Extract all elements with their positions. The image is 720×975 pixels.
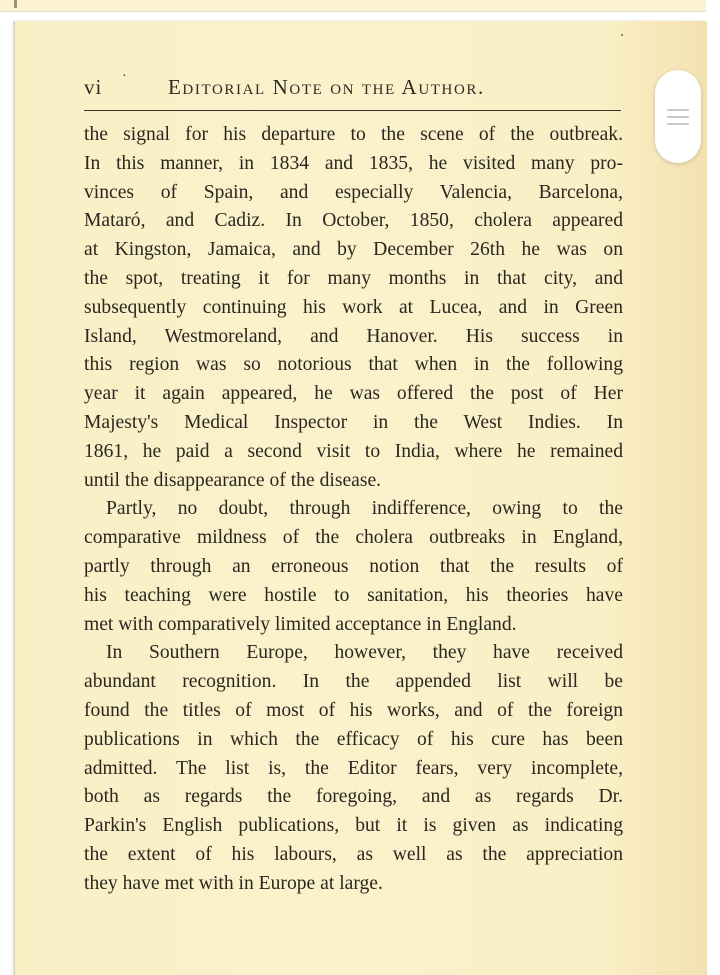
text-line: both as regards the foregoing, and as regards Dr. [84,786,623,808]
text-line: vinces of Spain, and especially Valencia, Barcelona, [84,181,623,203]
folio-dot: · [122,69,127,84]
text-line: the spot, treating it for many months in that city, and [84,267,623,289]
hamburger-menu-icon [667,109,689,125]
text-line: until the disappearance of the disease. [84,469,382,491]
text-line: at Kingston, Jamaica, and by December 26th he was on [84,239,623,261]
page-title: Editorial Note on the Author. [168,75,485,99]
text-line: 1861, he paid a second visit to India, where he remained [84,440,623,462]
text-line: they have met with in Europe at large. [84,872,383,894]
text-line: partly through an erroneous notion that the results of [84,555,623,577]
text-line: his teaching were hostile to sanitation, his theories have [84,584,623,606]
running-header [84,69,624,105]
text-line: Partly, no doubt, through indifference, owing to the [106,498,623,520]
text-line: Majesty's Medical Inspector in the West Indies. In [84,411,623,433]
text-line: this region was so notorious that when in the following [84,354,623,376]
page-body-text [84,121,623,899]
text-line: year it again appeared, he was offered the post of Her [84,383,623,405]
header-rule [84,110,621,111]
text-line: the extent of his labours, as well as the appreciation [84,843,623,865]
text-line: In this manner, in 1834 and 1835, he visited many pro- [84,152,623,174]
paper-speck [621,34,623,36]
page-number: vi [84,75,103,99]
text-line: comparative mildness of the cholera outbreaks in England, [84,527,623,549]
text-line: publications in which the efficacy of his cure has been [84,728,623,750]
text-line: the signal for his departure to the scene of the outbreak. [84,124,623,145]
text-line: found the titles of most of his works, and of the foreign [84,699,623,721]
text-line: Island, Westmoreland, and Hanover. His success in [84,325,623,347]
text-line: admitted. The list is, the Editor fears, very incomplete, [84,757,623,779]
page-edge-mark [14,0,17,8]
text-line: abundant recognition. In the appended list will be [84,671,623,693]
text-line: met with comparatively limited acceptance in England. [84,613,517,635]
text-line: Mataró, and Cadiz. In October, 1850, cholera appeared [84,210,623,232]
menu-button[interactable] [655,70,701,163]
previous-page-edge [0,0,706,12]
paragraph [84,121,623,495]
paragraph [84,639,623,898]
text-line: Parkin's English publications, but it is given as indicating [84,815,623,837]
text-line: In Southern Europe, however, they have received [106,642,623,664]
text-line: subsequently continuing his work at Lucea, and in Green [84,296,623,318]
paragraph [84,495,623,639]
